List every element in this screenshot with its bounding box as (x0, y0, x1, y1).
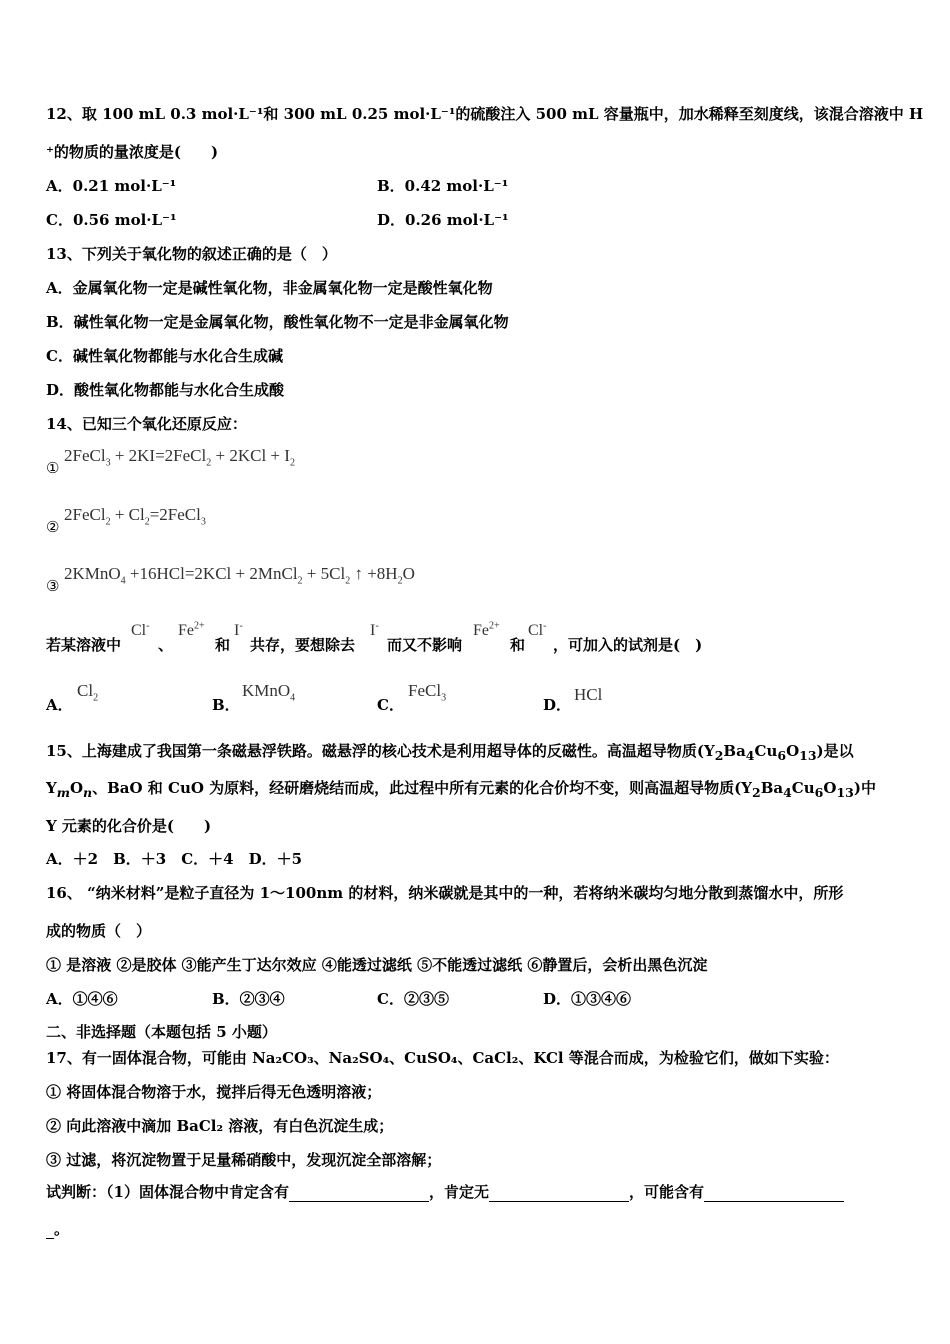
q14-option-a-label: A． (46, 696, 73, 714)
q15-line3: Y 元素的化合价是( ) (46, 817, 212, 835)
q17-blank-3[interactable] (704, 1187, 844, 1202)
q13-option-a: A．金属氧化物一定是碱性氧化物，非金属氧化物一定是酸性氧化物 (46, 279, 493, 297)
section-2-heading: 二、非选择题（本题包括 5 小题） (46, 1023, 277, 1041)
q14-cond-prefix: 若某溶液中 (46, 636, 122, 654)
q14-ion-cl-2: Cl- (528, 620, 547, 639)
q14-cond-sep1: 、 (158, 636, 174, 654)
q14-cond-mid: 共存，要想除去 (250, 636, 356, 654)
q16-option-a: A．①④⑥ (46, 990, 118, 1008)
q17-blank-1[interactable] (289, 1187, 429, 1202)
q14-option-c-label: C． (377, 696, 404, 714)
q14-option-b-formula: KMnO$_4$ (242, 681, 296, 704)
q16-statements: ① 是溶液 ②是胶体 ③能产生丁达尔效应 ④能透过滤纸 ⑤不能透过滤纸 ⑥静置后，会析出黑色沉淀 (46, 956, 708, 974)
q17-step3: ③ 过滤，将沉淀物置于足量稀硝酸中，发现沉淀全部溶解； (46, 1151, 442, 1169)
q17-step2: ② 向此溶液中滴加 BaCl₂ 溶液，有白色沉淀生成； (46, 1117, 394, 1135)
q14-ion-i-2: I- (370, 620, 379, 639)
q17-judge-end: 。 (46, 1218, 69, 1239)
q15-options: A．＋2 B．＋3 C．＋4 D．＋5 (46, 850, 303, 868)
q14-reaction-2-label: ② (46, 518, 60, 536)
q14-reaction-1: 2FeCl$_3$ + 2KI=2FeCl$_2$ + $2KCl + I_2$ (64, 446, 295, 469)
q14-option-b-label: B． (212, 696, 240, 714)
q17-judge: 试判断：（1）固体混合物中肯定含有 ，肯定无 ，可能含有 (46, 1181, 844, 1202)
q14-ion-fe2-2: $Fe^{2+}$ (473, 620, 500, 639)
q12-option-a: A．0.21 mol·L⁻¹ (46, 177, 177, 195)
q16-option-d: D．①③④⑥ (543, 990, 632, 1008)
q14-reaction-3-label: ③ (46, 577, 60, 595)
q14-cond-and2: 和 (510, 636, 526, 654)
q16-line1: 16、 “纳米材料”是粒子直径为 1～100nm 的材料，纳米碳就是其中的一种，若将纳米碳均匀地分散到蒸馏水中，所形 (46, 884, 844, 902)
q16-option-b: B．②③④ (212, 990, 285, 1008)
q12-stem-line1: 12、取 100 mL 0.3 mol·L⁻¹和 300 mL 0.25 mol·L⁻¹的硫酸注入 500 mL 容量瓶中，加水稀释至刻度线，该混合溶液中 H (46, 105, 924, 123)
q14-option-d-label: D． (543, 696, 572, 714)
q17-step1: ① 将固体混合物溶于水，搅拌后得无色透明溶液； (46, 1083, 382, 1101)
q14-ion-i-1: I- (234, 620, 243, 639)
q12-option-d: D．0.26 mol·L⁻¹ (377, 211, 509, 229)
q14-reaction-3: 2KMnO$_4$ +16HCl=2KCl + 2MnCl$_2$ + $5Cl_2$ ↑ $+8H_2O$ (64, 564, 415, 587)
q13-option-b: B．碱性氧化物一定是金属氧化物，酸性氧化物不一定是非金属氧化物 (46, 313, 509, 331)
q14-option-c-formula: FeCl$_3$ (408, 681, 447, 704)
q15-line1: 15、上海建成了我国第一条磁悬浮铁路。磁悬浮的核心技术是利用超导体的反磁性。高温超导物质$(Y_2Ba_4Cu_6O_{13})$是以 (46, 742, 854, 763)
q16-option-c: C．②③⑤ (377, 990, 449, 1008)
q16-line2: 成的物质（ ） (46, 922, 152, 940)
q14-stem: 14、已知三个氧化还原反应： (46, 415, 247, 433)
q13-option-c: C．碱性氧化物都能与水化合生成碱 (46, 347, 283, 365)
q14-ion-fe2-1: $Fe^{2+}$ (178, 620, 205, 639)
q14-cond-end: ，可加入的试剂是( ) (553, 636, 703, 654)
q17-blank-3-tail (46, 1224, 54, 1239)
q14-option-a-formula: $Cl_2$ (77, 681, 99, 704)
q12-option-b: B．0.42 mol·L⁻¹ (377, 177, 509, 195)
q12-stem-line2: ⁺的物质的量浓度是( ) (46, 143, 219, 161)
q12-option-c: C．0.56 mol·L⁻¹ (46, 211, 177, 229)
q14-reaction-2: 2FeCl$_2$ + $Cl_2=2FeCl_3$ (64, 505, 206, 528)
q14-reaction-1-label: ① (46, 459, 60, 477)
q14-cond-and1: 和 (215, 636, 231, 654)
q15-line2: $Y_mO_n$、BaO 和 CuO 为原料，经研磨烧结而成，此过程中所有元素的化合价均不变，则高温超导物质$(Y_2Ba_4Cu_6O_{13})$中 (46, 779, 876, 800)
q17-stem: 17、有一固体混合物，可能由 Na₂CO₃、Na₂SO₄、CuSO₄、CaCl₂、KCl 等混合而成，为检验它们，做如下实验： (46, 1049, 839, 1067)
q13-option-d: D．酸性氧化物都能与水化合生成酸 (46, 381, 285, 399)
q14-ion-cl-1: Cl- (131, 620, 150, 639)
q14-cond-mid2: 而又不影响 (387, 636, 463, 654)
q14-option-d-formula: HCl (574, 685, 603, 704)
q17-blank-2[interactable] (489, 1187, 629, 1202)
q13-stem: 13、下列关于氧化物的叙述正确的是（ ） (46, 245, 337, 263)
